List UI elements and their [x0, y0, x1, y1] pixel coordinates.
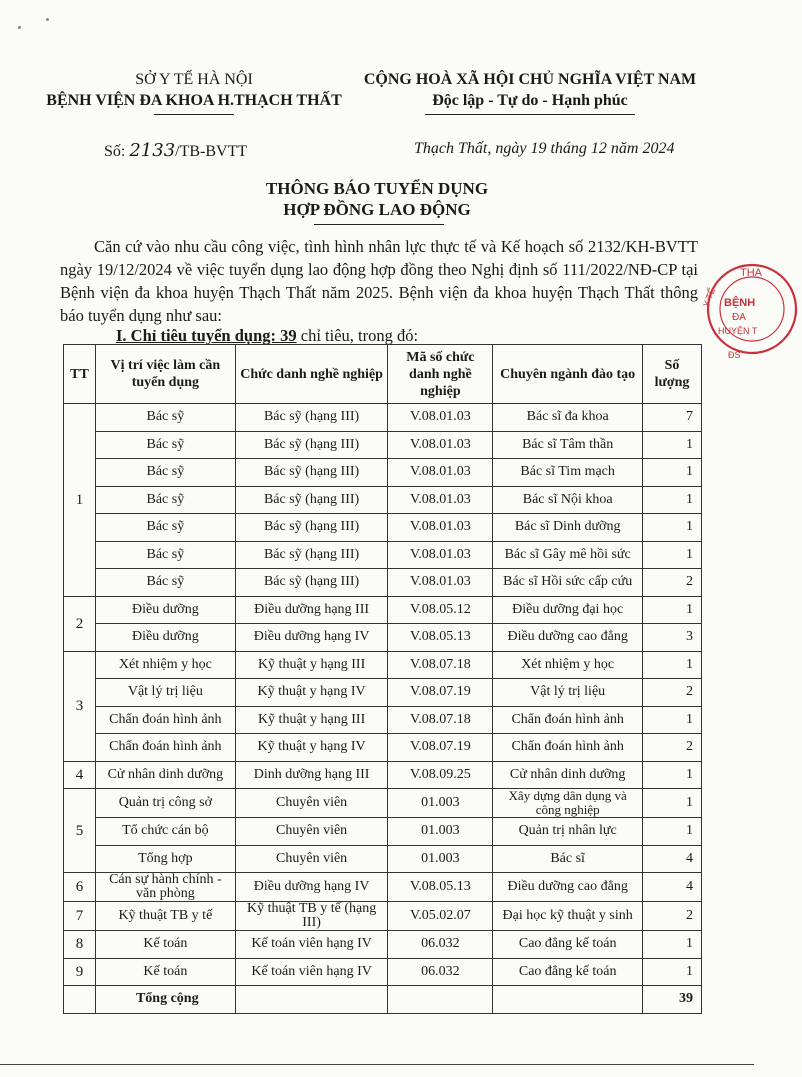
quantity-cell: 4: [643, 845, 702, 873]
table-row: [64, 734, 702, 762]
table-row: [64, 679, 702, 707]
row-index-cell: 7: [64, 902, 96, 931]
table-row: [64, 541, 702, 569]
scan-speck: [18, 26, 21, 29]
row-index-cell: 4: [64, 761, 96, 789]
job-title-cell: Kỹ thuật y hạng IV: [235, 679, 388, 707]
job-title-cell: Bác sỹ (hạng III): [235, 541, 388, 569]
quantity-cell: 3: [643, 624, 702, 652]
job-code-cell: V.08.01.03: [388, 459, 493, 487]
position-cell: Xét nhiệm y học: [95, 651, 235, 679]
row-index-cell: 1: [64, 404, 96, 597]
major-cell: Điều dưỡng cao đẳng: [493, 873, 643, 902]
major-cell: Bác sĩ đa khoa: [493, 404, 643, 432]
title-line-2: HỢP ĐỒNG LAO ĐỘNG: [283, 200, 471, 219]
job-code-cell: 06.032: [388, 931, 493, 959]
quantity-cell: 1: [643, 958, 702, 986]
major-cell: Cử nhân dinh dưỡng: [493, 761, 643, 789]
table-row: [64, 818, 702, 846]
job-title-cell: Chuyên viên: [235, 789, 388, 818]
position-cell: Bác sỹ: [95, 514, 235, 542]
major-cell: Bác sĩ Gây mê hồi sức: [493, 541, 643, 569]
header-position: Vị trí việc làm cần tuyển dụng: [95, 345, 235, 404]
section-label: I. Chỉ tiêu tuyển dụng: 39: [116, 326, 297, 345]
quantity-cell: 1: [643, 431, 702, 459]
table-row: [64, 486, 702, 514]
header-tt: TT: [64, 345, 96, 404]
row-index-cell: 9: [64, 958, 96, 986]
quantity-cell: 2: [643, 569, 702, 597]
total-label: Tổng cộng: [95, 986, 235, 1014]
quantity-cell: 1: [643, 459, 702, 487]
quantity-cell: 2: [643, 734, 702, 762]
major-cell: Chẩn đoán hình ảnh: [493, 706, 643, 734]
major-cell: Bác sĩ Dinh dưỡng: [493, 514, 643, 542]
quantity-cell: 1: [643, 651, 702, 679]
quantity-cell: 1: [643, 818, 702, 846]
position-cell: Điều dưỡng: [95, 596, 235, 624]
job-code-cell: V.08.05.12: [388, 596, 493, 624]
job-code-cell: V.08.01.03: [388, 514, 493, 542]
job-code-cell: 01.003: [388, 845, 493, 873]
job-title-cell: Kế toán viên hạng IV: [235, 931, 388, 959]
table-row: [64, 514, 702, 542]
job-title-cell: Chuyên viên: [235, 818, 388, 846]
recruitment-table: [63, 344, 702, 1014]
table-row: [64, 873, 702, 902]
position-cell: Điều dưỡng: [95, 624, 235, 652]
position-cell: Kế toán: [95, 958, 235, 986]
job-title-cell: Chuyên viên: [235, 845, 388, 873]
position-cell: Bác sỹ: [95, 404, 235, 432]
row-index-cell: 6: [64, 873, 96, 902]
national-header: [360, 70, 700, 115]
major-cell: Xây dựng dân dụng và công nghiệp: [493, 789, 643, 818]
position-cell: Bác sỹ: [95, 459, 235, 487]
job-title-cell: Bác sỹ (hạng III): [235, 404, 388, 432]
quantity-cell: 1: [643, 596, 702, 624]
page-bottom-edge: [0, 1064, 754, 1065]
quantity-cell: 7: [643, 404, 702, 432]
stamp-text-bottom: ĐS: [728, 350, 741, 360]
quantity-cell: 1: [643, 931, 702, 959]
job-title-cell: Bác sỹ (hạng III): [235, 569, 388, 597]
major-cell: Bác sĩ Tim mạch: [493, 459, 643, 487]
title-underline: [314, 224, 444, 225]
major-cell: Bác sĩ Tâm thần: [493, 431, 643, 459]
document-date: Thạch Thất, ngày 19 tháng 12 năm 2024: [414, 140, 675, 157]
header-title: Chức danh nghề nghiệp: [235, 345, 388, 404]
table-row: [64, 706, 702, 734]
motto-underline: [425, 114, 635, 115]
table-row: [64, 596, 702, 624]
job-title-cell: Bác sỹ (hạng III): [235, 514, 388, 542]
total-value: 39: [643, 986, 702, 1014]
major-cell: Điều dưỡng cao đẳng: [493, 624, 643, 652]
quantity-cell: 1: [643, 541, 702, 569]
total-empty-cell: [235, 986, 388, 1014]
job-code-cell: V.08.07.19: [388, 734, 493, 762]
job-code-cell: V.08.07.19: [388, 679, 493, 707]
quantity-cell: 1: [643, 789, 702, 818]
major-cell: Bác sĩ Hồi sức cấp cứu: [493, 569, 643, 597]
major-cell: Chẩn đoán hình ảnh: [493, 734, 643, 762]
job-title-cell: Kế toán viên hạng IV: [235, 958, 388, 986]
handwritten-number: 2133: [129, 140, 176, 161]
intro-paragraph: Căn cứ vào nhu cầu công việc, tình hình nhân lực thực tế và Kế hoạch số 2132/KH-BVTT ngày 19/12/2024 về việc tuyển dụng lao động hợp đồng theo Nghị định số 111/2022/NĐ-CP tại Bệnh viện đa khoa huyện Thạch Thất năm 2025. Bệnh viện đa khoa huyện Thạch Thất thông báo tuyển dụng như sau:: [60, 237, 698, 325]
table-total-row: [64, 986, 702, 1014]
position-cell: Tổ chức cán bộ: [95, 818, 235, 846]
position-cell: Cử nhân dinh dưỡng: [95, 761, 235, 789]
table-row: [64, 459, 702, 487]
document-number: [104, 140, 247, 161]
stamp-text-top: THẠ: [740, 267, 762, 279]
major-cell: Cao đẳng kế toán: [493, 931, 643, 959]
quantity-cell: 1: [643, 706, 702, 734]
job-title-cell: Bác sỹ (hạng III): [235, 486, 388, 514]
stamp-text-mid2: ĐA: [732, 312, 746, 323]
row-index-cell: 8: [64, 931, 96, 959]
org-name: BỆNH VIỆN ĐA KHOA H.THẠCH THẤT: [46, 92, 342, 109]
header-quantity: Số lượng: [643, 345, 702, 404]
job-code-cell: V.08.05.13: [388, 873, 493, 902]
job-code-cell: 06.032: [388, 958, 493, 986]
document-title: [0, 178, 754, 220]
row-index-cell: 3: [64, 651, 96, 761]
total-empty-cell: [493, 986, 643, 1014]
table-row: [64, 404, 702, 432]
quantity-cell: 1: [643, 761, 702, 789]
job-code-cell: 01.003: [388, 818, 493, 846]
quantity-cell: 1: [643, 486, 702, 514]
position-cell: Chẩn đoán hình ảnh: [95, 734, 235, 762]
section-rest: chỉ tiêu, trong đó:: [296, 326, 419, 345]
quantity-cell: 1: [643, 514, 702, 542]
number-suffix: /TB-BVTT: [175, 143, 248, 160]
quantity-cell: 4: [643, 873, 702, 902]
major-cell: Cao đẳng kế toán: [493, 958, 643, 986]
job-code-cell: V.08.01.03: [388, 486, 493, 514]
job-title-cell: Điều dưỡng hạng IV: [235, 624, 388, 652]
job-title-cell: Dinh dưỡng hạng III: [235, 761, 388, 789]
job-code-cell: V.08.01.03: [388, 404, 493, 432]
table-row: [64, 431, 702, 459]
stamp-text-side: Y TẾ: [701, 286, 718, 309]
table-body: [64, 404, 702, 986]
table-row: [64, 902, 702, 931]
scan-speck: [46, 18, 49, 21]
total-tt-cell: [64, 986, 96, 1014]
major-cell: Vật lý trị liệu: [493, 679, 643, 707]
job-code-cell: V.08.07.18: [388, 706, 493, 734]
job-title-cell: Kỹ thuật y hạng III: [235, 706, 388, 734]
table-row: [64, 624, 702, 652]
stamp-text-mid1: BỆNH: [724, 297, 756, 309]
major-cell: Điều dưỡng đại học: [493, 596, 643, 624]
job-code-cell: V.08.01.03: [388, 569, 493, 597]
row-index-cell: 5: [64, 789, 96, 873]
nation-name: CỘNG HOÀ XÃ HỘI CHỦ NGHĨA VIỆT NAM: [363, 71, 697, 88]
title-line-1: THÔNG BÁO TUYỂN DỤNG: [265, 179, 489, 198]
row-index-cell: 2: [64, 596, 96, 651]
major-cell: Bác sĩ Nội khoa: [493, 486, 643, 514]
job-code-cell: 01.003: [388, 789, 493, 818]
job-title-cell: Điều dưỡng hạng III: [235, 596, 388, 624]
header-major: Chuyên ngành đào tạo: [493, 345, 643, 404]
job-code-cell: V.05.02.07: [388, 902, 493, 931]
position-cell: Vật lý trị liệu: [95, 679, 235, 707]
table-row: [64, 651, 702, 679]
job-code-cell: V.08.09.25: [388, 761, 493, 789]
position-cell: Bác sỹ: [95, 431, 235, 459]
job-title-cell: Bác sỹ (hạng III): [235, 459, 388, 487]
table-row: [64, 789, 702, 818]
job-code-cell: V.08.07.18: [388, 651, 493, 679]
org-parent: SỞ Y TẾ HÀ NỘI: [135, 71, 253, 88]
stamp-text-mid3: HUYỆN T: [718, 326, 758, 336]
job-title-cell: Kỹ thuật TB y tế (hạng III): [235, 902, 388, 931]
position-cell: Cán sự hành chính - văn phòng: [95, 873, 235, 902]
table-row: [64, 761, 702, 789]
position-cell: Tổng hợp: [95, 845, 235, 873]
job-title-cell: Kỹ thuật y hạng III: [235, 651, 388, 679]
issuer-underline: [154, 114, 234, 115]
table-header-row: [64, 345, 702, 404]
major-cell: Bác sĩ: [493, 845, 643, 873]
section-heading: [116, 326, 418, 346]
table-row: [64, 569, 702, 597]
issuer-block: [34, 70, 354, 115]
quantity-cell: 2: [643, 902, 702, 931]
position-cell: Bác sỹ: [95, 541, 235, 569]
number-prefix: Số:: [104, 143, 126, 160]
job-code-cell: V.08.01.03: [388, 541, 493, 569]
motto: Độc lập - Tự do - Hạnh phúc: [432, 92, 628, 109]
table-row: [64, 845, 702, 873]
major-cell: Quản trị nhân lực: [493, 818, 643, 846]
job-title-cell: Bác sỹ (hạng III): [235, 431, 388, 459]
position-cell: Chẩn đoán hình ảnh: [95, 706, 235, 734]
major-cell: Xét nhiệm y học: [493, 651, 643, 679]
position-cell: Kế toán: [95, 931, 235, 959]
job-code-cell: V.08.01.03: [388, 431, 493, 459]
position-cell: Quản trị công sở: [95, 789, 235, 818]
position-cell: Kỹ thuật TB y tế: [95, 902, 235, 931]
position-cell: Bác sỹ: [95, 569, 235, 597]
header-code: Mã số chức danh nghề nghiệp: [388, 345, 493, 404]
quantity-cell: 2: [643, 679, 702, 707]
major-cell: Đại học kỹ thuật y sinh: [493, 902, 643, 931]
position-cell: Bác sỹ: [95, 486, 235, 514]
table-row: [64, 958, 702, 986]
red-seal-stamp: [702, 254, 802, 364]
job-title-cell: Kỹ thuật y hạng IV: [235, 734, 388, 762]
job-title-cell: Điều dưỡng hạng IV: [235, 873, 388, 902]
table-row: [64, 931, 702, 959]
total-empty-cell: [388, 986, 493, 1014]
job-code-cell: V.08.05.13: [388, 624, 493, 652]
